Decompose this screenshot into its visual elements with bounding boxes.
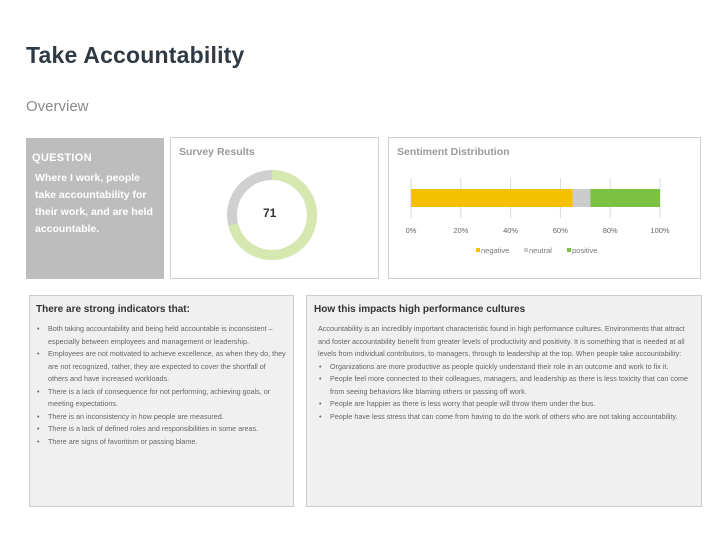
bar-positive bbox=[590, 189, 660, 207]
survey-score: 71 bbox=[263, 206, 277, 220]
list-item: • People are happier as there is less worry that people will throw them under the bus. bbox=[330, 398, 694, 411]
sentiment-title: Sentiment Distribution bbox=[397, 146, 510, 158]
x-tick-label: 20% bbox=[453, 226, 469, 235]
list-item: • There is a lack of consequence for not performing, achieving goals, or meeting expectations. bbox=[48, 386, 287, 411]
x-tick-label: 0% bbox=[405, 226, 417, 235]
legend-label-negative: negative bbox=[481, 246, 510, 255]
survey-results-title: Survey Results bbox=[179, 146, 255, 158]
legend-swatch-neutral bbox=[524, 248, 528, 252]
question-text: Where I work, people take accountability for their work, and are held accountable. bbox=[35, 172, 153, 235]
legend-label-positive: positive bbox=[572, 246, 598, 255]
page-title: Take Accountability bbox=[26, 42, 245, 68]
list-item: • There are signs of favoritism or passing blame. bbox=[48, 436, 287, 449]
bar-neutral bbox=[573, 189, 590, 207]
question-label: QUESTION bbox=[32, 152, 92, 164]
impacts-panel bbox=[306, 295, 702, 507]
x-tick-label: 40% bbox=[503, 226, 519, 235]
list-item: • People feel more connected to their colleagues, managers, and leadership as there is less toxicity that can come from seeing behaviors like blaming others or passing off work. bbox=[330, 373, 694, 398]
indicators-list bbox=[36, 323, 287, 448]
list-item: • Organizations are more productive as people quickly understand their role in an outcome and work to fix it. bbox=[330, 361, 694, 374]
list-item: • Employees are not motivated to achieve excellence, as when they do, they are not recognized, rather, they are expected to cover the shortfall of others and have increased workloads. bbox=[48, 348, 287, 386]
sentiment-distribution-card bbox=[388, 137, 701, 279]
legend-swatch-positive bbox=[567, 248, 571, 252]
x-tick-label: 80% bbox=[602, 226, 618, 235]
impacts-title: How this impacts high performance cultures bbox=[314, 304, 526, 315]
list-item: • There is an inconsistency in how people are measured. bbox=[48, 411, 287, 424]
list-item: • People have less stress that can come from having to do the work of others who are not taking accountability. bbox=[330, 411, 694, 424]
impacts-list bbox=[314, 361, 694, 424]
bar-negative bbox=[411, 189, 573, 207]
indicators-panel bbox=[29, 295, 294, 507]
legend-label-neutral: neutral bbox=[529, 246, 552, 255]
page-subtitle: Overview bbox=[26, 98, 89, 115]
survey-results-card bbox=[170, 137, 379, 279]
list-item: • Both taking accountability and being held accountable is inconsistent – especially between employees and management or leadership. bbox=[48, 323, 287, 348]
list-item: • There is a lack of defined roles and responsibilities in some areas. bbox=[48, 423, 287, 436]
x-tick-label: 60% bbox=[552, 226, 568, 235]
legend-swatch-negative bbox=[476, 248, 480, 252]
indicators-title: There are strong indicators that: bbox=[36, 304, 190, 315]
x-tick-label: 100% bbox=[650, 226, 670, 235]
question-card bbox=[26, 138, 164, 279]
sentiment-bar-chart bbox=[389, 138, 702, 280]
impacts-intro: Accountability is an incredibly important characteristic found in high performance cultures. Environments that attract and foster accountability benefit from greater levels of productivity and positivity. It is something that is needed at all levels from individual contributors, to managers, through to leadership at the top. When people take accountability: bbox=[318, 324, 685, 358]
